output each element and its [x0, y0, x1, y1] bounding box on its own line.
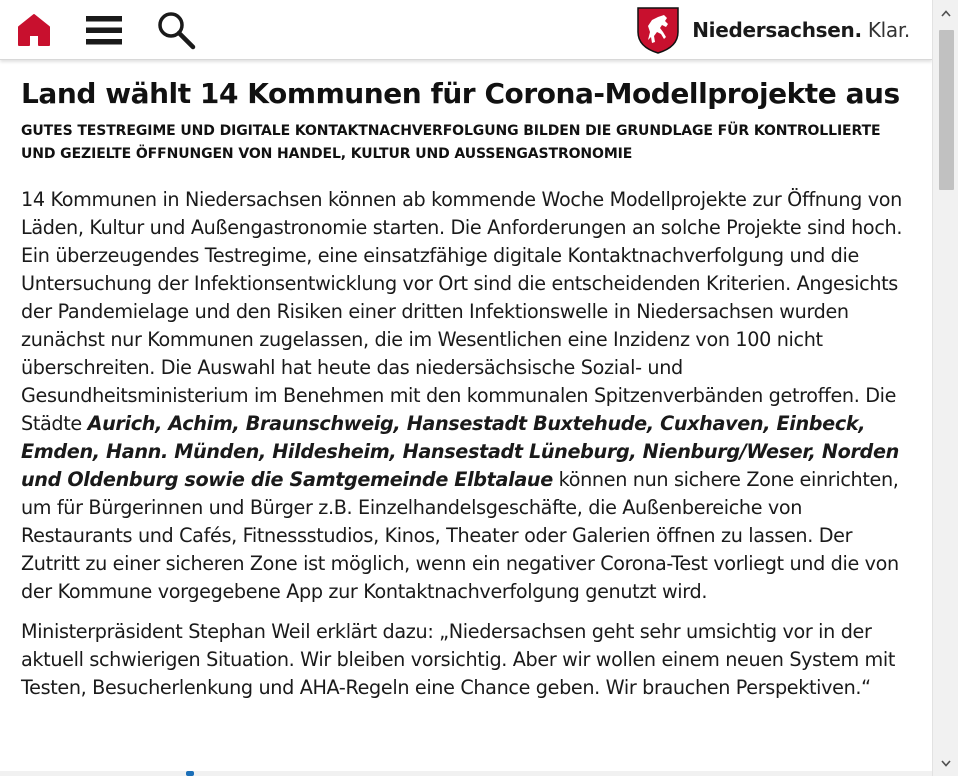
- brand-name: Niedersachsen.: [692, 18, 862, 42]
- horizontal-scroll-indicator: [0, 771, 932, 776]
- selected-cities-list: Aurich, Achim, Braunschweig, Hansestadt Buxtehude, Cuxhaven, Einbeck, Emden, Hann. Münden, Hildesheim, Hansestadt Lüneburg, Nienburg/Weser, Norden und Oldenburg sowie die Samtgemeinde Elbtalaue: [21, 412, 899, 491]
- scroll-up-button[interactable]: [933, 0, 958, 26]
- home-button[interactable]: [12, 8, 56, 52]
- lower-saxony-horse-crest-icon: [636, 6, 680, 54]
- brand-wordmark: [692, 18, 910, 42]
- search-icon: [156, 10, 196, 50]
- article-subtitle: GUTES TESTREGIME UND DIGITALE KONTAKTNACHVERFOLGUNG BILDEN DIE GRUNDLAGE FÜR KONTROLLIERTE UND GEZIELTE ÖFFNUNGEN VON HANDEL, KULTUR UND AUSSENGASTRONOMIE: [21, 123, 881, 162]
- chevron-up-icon: [941, 10, 951, 17]
- paragraph-1-intro: 14 Kommunen in Niedersachsen können ab kommende Woche Modellprojekte zur Öffnung von Läden, Kultur und Außengastronomie starten. Die Anforderungen an solche Projekte sind hoch. Ein überzeugendes Testregime, eine einsatzfähige digitale Kontaktnachverfolgung und die Untersuchung der Infektionsentwicklung vor Ort sind die entscheidenden Kriterien. Angesichts der Pandemielage und den Risiken einer dritten Infektionswelle in Niedersachsen wurden zunächst nur Kommunen zugelassen, die im Wesentlichen eine Inzidenz von 100 nicht überschreiten. Die Auswahl hat heute das niedersächsische Sozial- und Gesundheitsministerium im Benehmen mit den kommunalen Spitzenverbänden getroffen. Die Städte: [21, 188, 903, 435]
- article-content: [21, 60, 913, 702]
- article-paragraph-1: [21, 186, 913, 606]
- home-icon: [17, 13, 51, 47]
- article-title: Land wählt 14 Kommunen für Corona-Modellprojekte aus: [21, 77, 900, 110]
- main-menu-button[interactable]: [82, 8, 126, 52]
- top-navigation-bar: [0, 0, 932, 60]
- chevron-down-icon: [941, 760, 951, 767]
- brand-suffix: Klar.: [867, 18, 910, 42]
- scroll-down-button[interactable]: [933, 750, 958, 776]
- article-paragraph-2: Ministerpräsident Stephan Weil erklärt dazu: „Niedersachsen geht sehr umsichtig vor in der aktuell schwierigen Situation. Wir bleiben vorsichtig. Aber wir wollen einem neuen System mit Testen, Besucherlenkung und AHA-Regeln eine Chance geben. Wir brauchen Perspektiven.“: [21, 620, 896, 699]
- scroll-thumb[interactable]: [939, 30, 954, 190]
- hamburger-menu-icon: [84, 13, 124, 47]
- vertical-scrollbar[interactable]: [932, 0, 958, 776]
- brand-logo-link[interactable]: [636, 6, 910, 54]
- horizontal-scroll-thumb[interactable]: [186, 771, 194, 776]
- search-button[interactable]: [154, 8, 198, 52]
- paragraph-1-continuation: können nun sichere Zone einrichten, um für Bürgerinnen und Bürger z.B. Einzelhandelsgeschäfte, die Außenbereiche von Restaurants und Cafés, Fitnessstudios, Kinos, Theater oder Galerien öffnen zu lassen. Der Zutritt zu einer sicheren Zone ist möglich, wenn ein negativer Corona-Test vorliegt und die von der Kommune vorgegebene App zur Kontaktnachverfolgung genutzt wird.: [21, 468, 899, 603]
